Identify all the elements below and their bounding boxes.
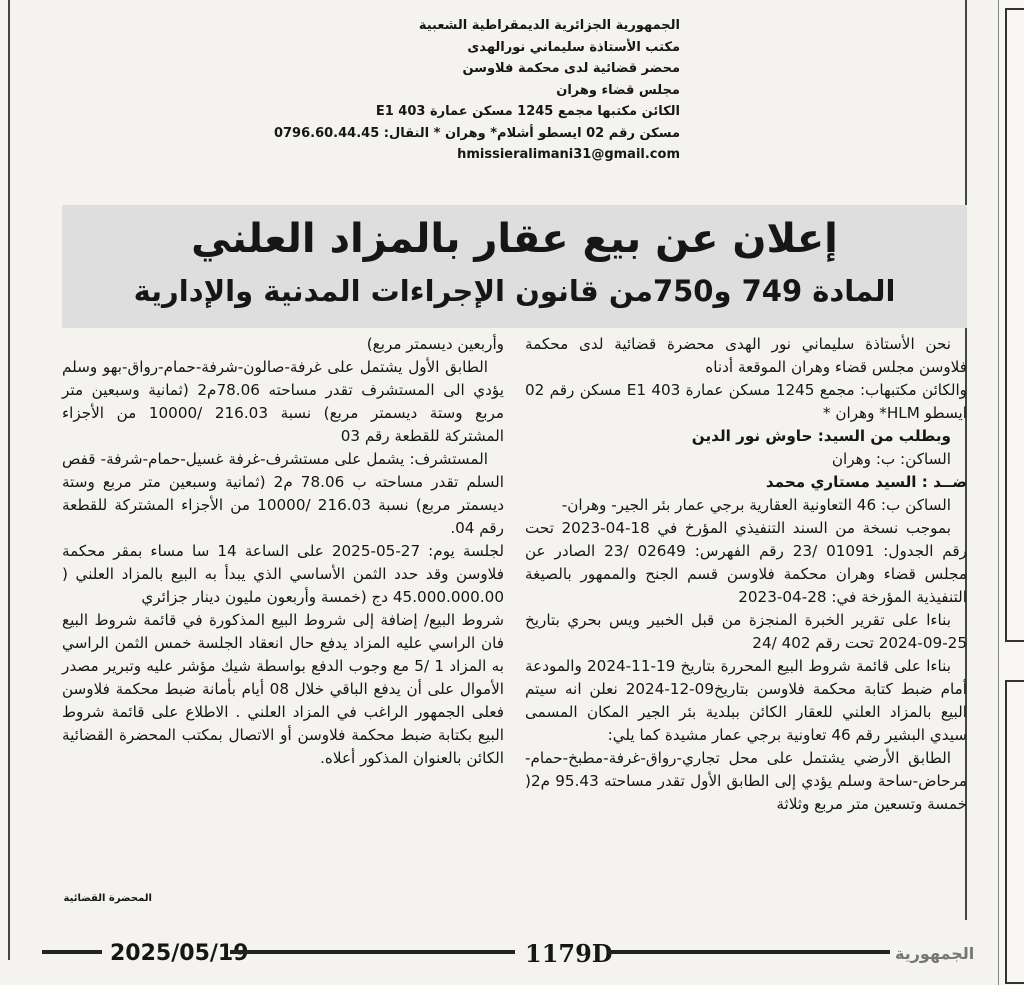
announcement-title: إعلان عن بيع عقار بالمزاد العلني <box>191 216 838 262</box>
paragraph: بموجب نسخة من السند التنفيذي المؤرخ في 18-04-2023 تحت رقم الجدول: 01091 /23 رقم الفهرس: 02649 /23 الصادر عن مجلس قضاء وهران محكمة فلاوسن قسم الجنح والممهور بالصيغة التنفيذية المؤرخة في: 28-04-2023 <box>525 519 968 606</box>
paragraph: شروط البيع/ إضافة إلى شروط البيع المذكورة في قائمة شروط البيع فان الراسي عليه المزاد يدفع حال انعقاد الجلسة خمس الثمن الراسي به المزاد 1 /5 مع وجوب الدفع بواسطة شيك مؤشر عليه وتبرير مصدر الأموال على أن يدفع الباقي خلال 08 أيام بأمانة ضبط محكمة فلاوسن فعلى الجمهور الراغب في المزاد العلني . الاطلاع على قائمة شروط البيع بكتابة ضبط محكمة فلاوسن أو الاتصال بمكتب المحضرة القضائية الكائن بالعنوان المذكور أعلاه. <box>62 611 504 767</box>
header-line: مكتب الأستاذة سليماني نورالهدى <box>467 39 680 55</box>
header-line: مجلس قضاء وهران <box>556 82 680 98</box>
header-line: مسكن رقم 02 ايسطو أشلام* وهران * النقال: 0796.60.44.45 <box>273 125 680 141</box>
footer-rule <box>230 950 515 954</box>
paragraph: الساكن ب: 46 التعاونية العقارية برجي عمار بئر الجير- وهران- <box>561 496 951 514</box>
paragraph: نحن الأستاذة سليماني نور الهدى محضرة قضائية لدى محكمة فلاوسن مجلس قضاء وهران الموقعة أدناه <box>525 335 967 376</box>
header-line: محضر قضائية لدى محكمة فلاوسن <box>462 61 680 76</box>
paragraph: المستشرف: يشمل على مستشرف-غرفة غسيل-حمام-شرفة- قفص السلم تقدر مساحته ب 78.06 م2 (ثمانية وسبعين متر مربع وستة ديسمتر مربع) نسبة 216.03 /10000 من الأجزاء المشتركة للقطعة رقم 04. <box>62 450 504 537</box>
paragraph: والكائن مكتبهاب: مجمع 1245 مسكن عمارة E1 403 مسكن رقم 02 ايسطو HLM* وهران * <box>525 381 968 422</box>
paragraph: وبطلب من السيد: حاوش نور الدين <box>691 427 951 445</box>
paragraph: الطابق الأول يشتمل على غرفة-صالون-شرفة-حمام-رواق-بهو وسلم يؤدي الى المستشرف تقدر مساحته 78.06م2 (ثمانية وسبعين متر مربع وستة ديسمتر مربع) نسبة 216.03 /10000 من الأجزاء المشتركة للقطعة رقم 03 <box>62 358 504 445</box>
footer-rule <box>42 950 102 954</box>
page-footer <box>40 939 975 970</box>
footer-rule <box>608 950 890 954</box>
paragraph: بناءا على تقرير الخبرة المنجزة من قبل الخبير ويس بحري بتاريخ 25-09-2024 تحت رقم 402 /24 <box>525 611 967 652</box>
bailiff-office-header <box>273 15 680 166</box>
paragraph: الساكن: ب: وهران <box>831 450 951 468</box>
newspaper-logo-text: الجمهورية <box>895 944 975 963</box>
announcement-subtitle: المادة 749 و750من قانون الإجراءات المدنية والإدارية <box>133 274 896 308</box>
footer-date: 2025/05/19 <box>110 941 249 966</box>
page-border-left <box>8 0 10 960</box>
paragraph: وأربعين ديسمتر مربع) <box>366 335 504 353</box>
paragraph: لجلسة يوم: 27-05-2025 على الساعة 14 سا مساء بمقر محكمة فلاوسن وقد حدد الثمن الأساسي الذي يبدأ به البيع بالمزاد العلني ( 45.000.000.00 دج (خمسة وأربعون مليون دينار جزائري <box>62 542 504 606</box>
footer-issue-number: 1179D <box>525 939 613 968</box>
signature-label: المحضرة القضائية <box>63 893 152 904</box>
adjacent-box-top <box>1005 8 1024 642</box>
paragraph: الطابق الأرضي يشتمل على محل تجاري-رواق-غرفة-مطبخ-حمام-مرحاض-ساحة وسلم يؤدي إلى الطابق الأول تقدر مساحته 95.43 م2( خمسة وتسعين متر مربع وثلاثة <box>525 749 967 813</box>
text-column-right <box>525 333 967 816</box>
header-line: الجمهورية الجزائرية الديمقراطية الشعبية <box>418 18 680 33</box>
paragraph: بناءا على قائمة شروط البيع المحررة بتاريخ 19-11-2024 والمودعة أمام ضبط كتابة محكمة فلاوسن بتاريخ09-12-2024 نعلن انه سيتم البيع بالمزاد العلني للعقار الكائن ببلدية بئر الجير المكان المسمى سيدي البشير رقم 46 تعاونية برجي عمار مشيدة كما يلي: <box>525 657 967 744</box>
header-email: hmissieralimani31@gmail.com <box>457 147 680 162</box>
header-line: الكائن مكتبها مجمع 1245 مسكن عمارة E1 403 <box>375 104 680 119</box>
announcement-banner <box>62 205 967 328</box>
adjacent-column-edge <box>998 0 1024 985</box>
paragraph: ضــد : السيد مستاري محمد <box>765 473 967 491</box>
text-column-left <box>62 333 504 770</box>
adjacent-box-bottom <box>1005 680 1024 984</box>
